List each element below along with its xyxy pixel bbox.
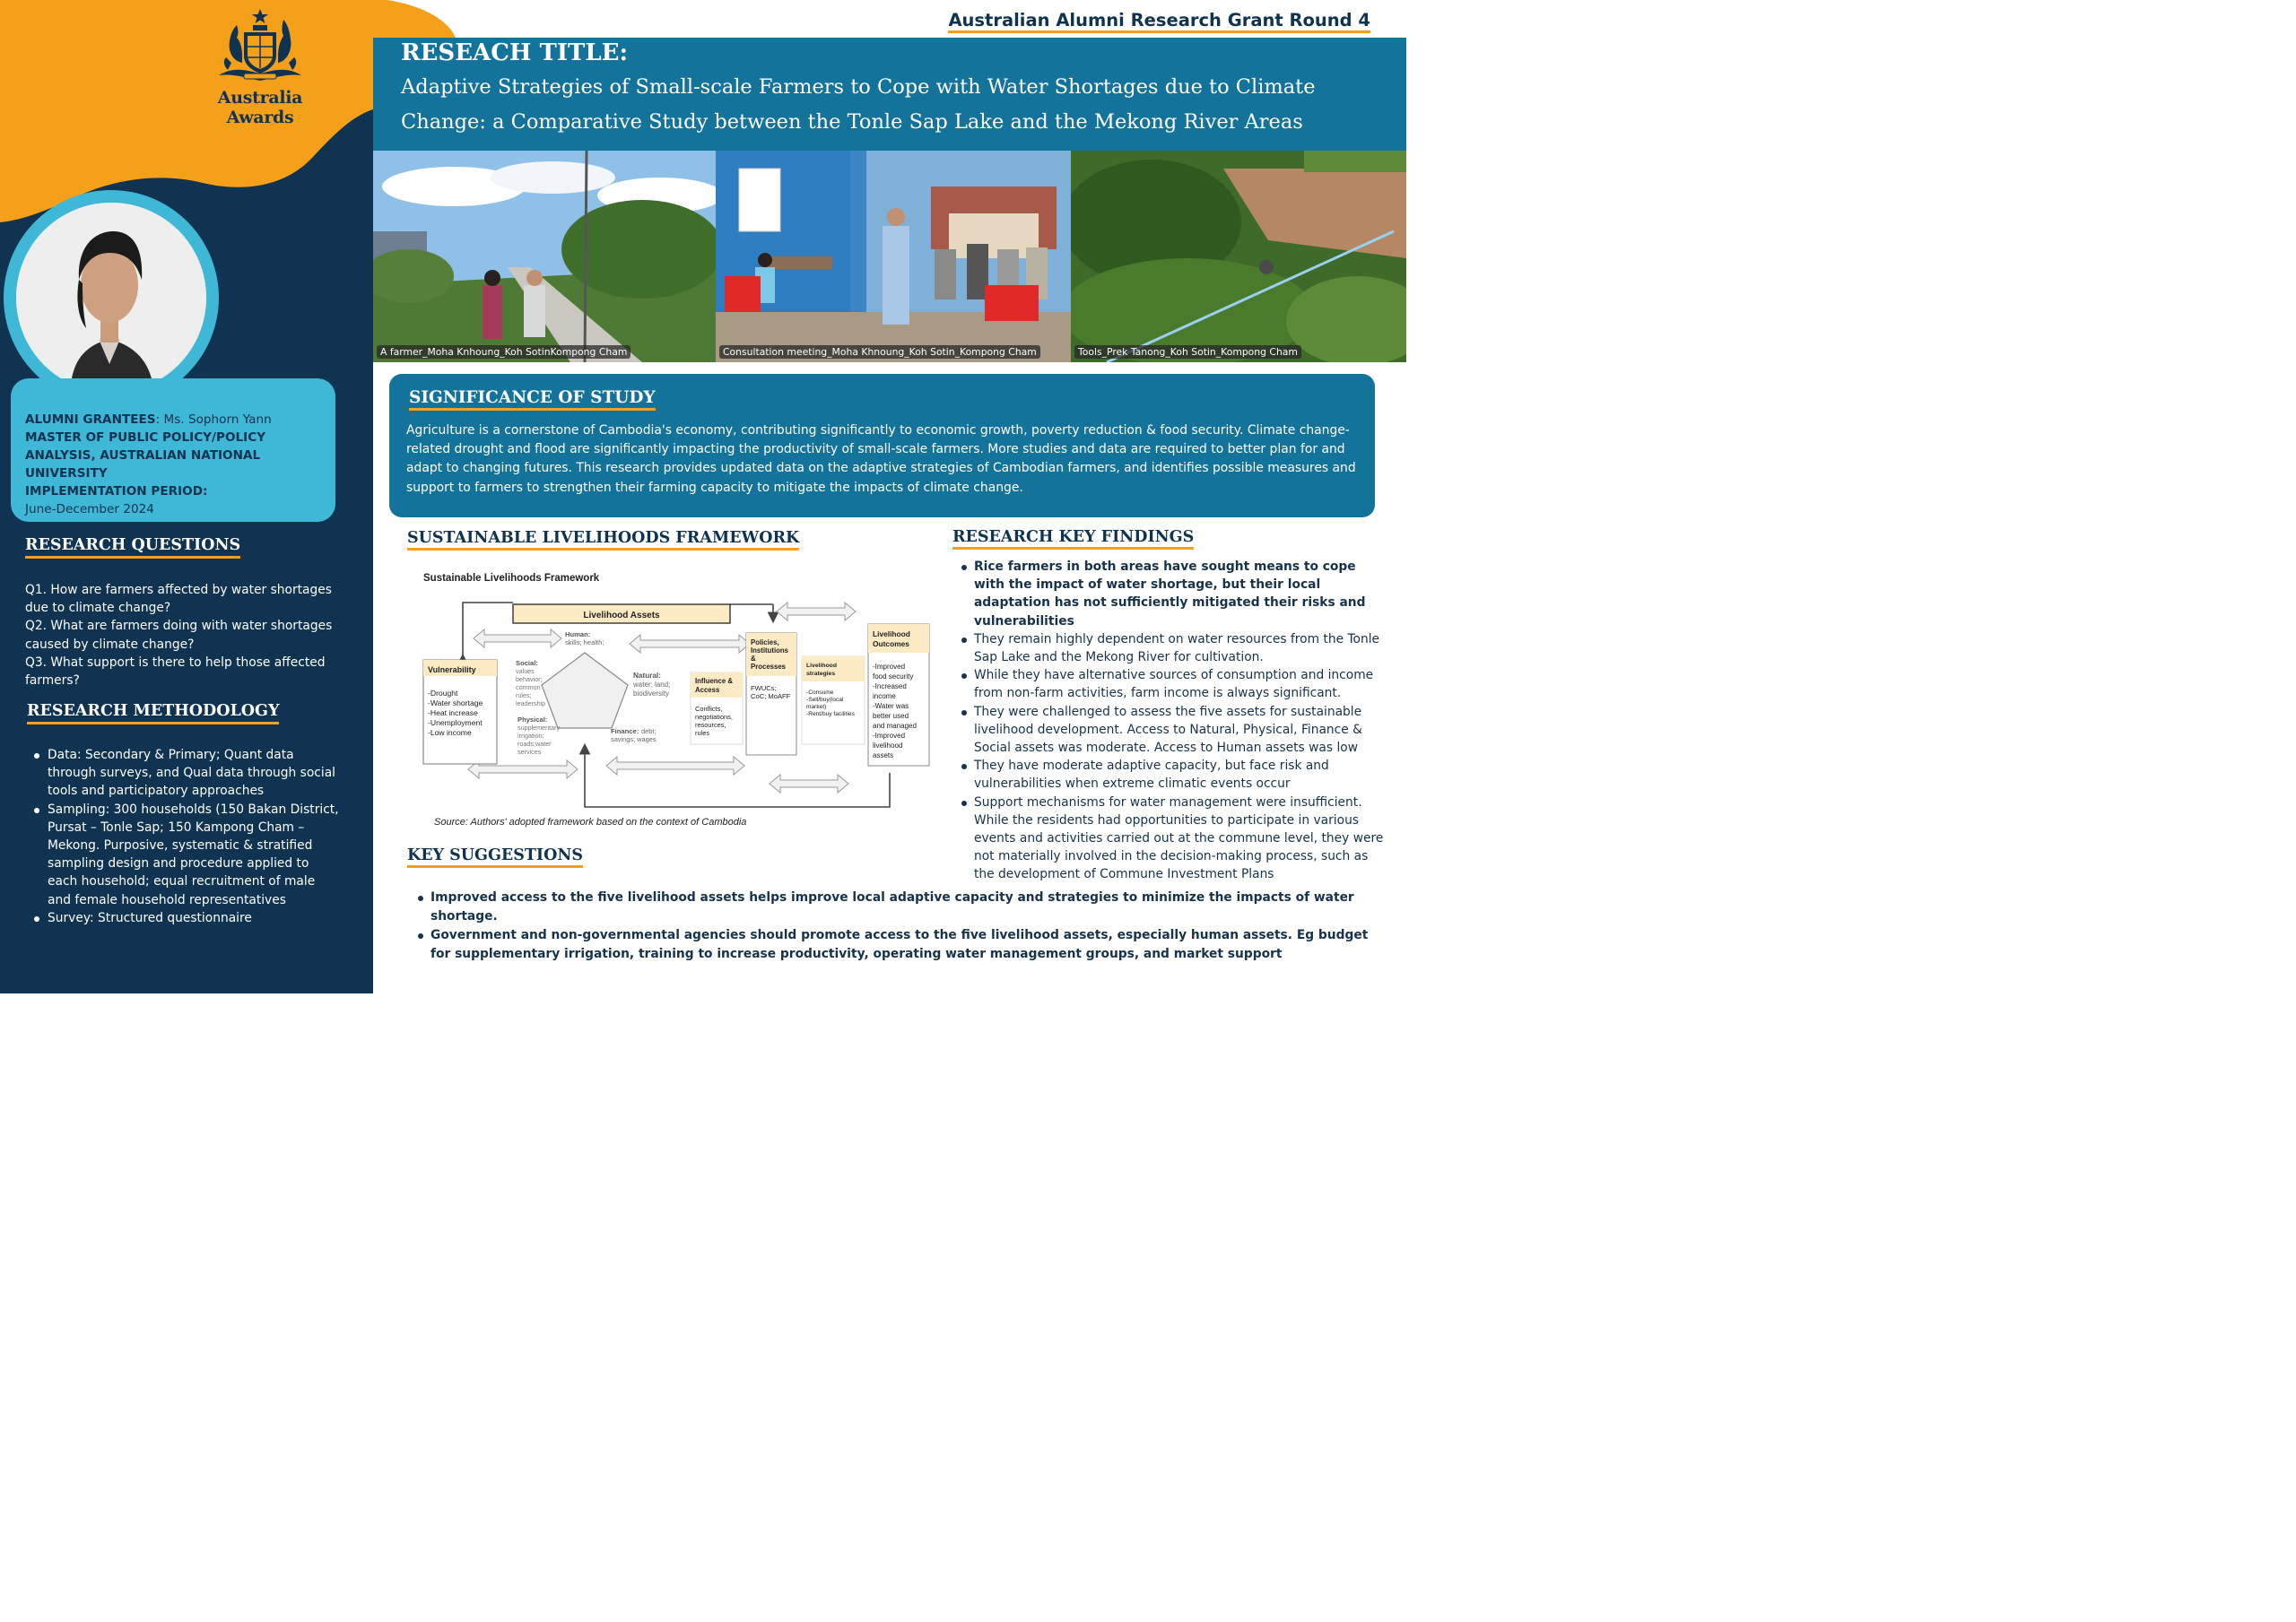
- finding-item: Support mechanisms for water management were insufficient. While the residents had opportunities to participate in various events and activities carried out at the commune level, they were not materially involved in the decision-making process, such as the development of Commune Investment Plans: [960, 794, 1387, 884]
- asset-social-label: Social:: [516, 659, 538, 667]
- asset-physical-line: irrigation;: [517, 732, 544, 740]
- policies-title: Institutions: [751, 646, 789, 655]
- asset-social-line: leadership: [516, 699, 546, 707]
- influence-item: negotiations,: [695, 713, 733, 721]
- policies-title: Policies,: [751, 638, 779, 646]
- asset-social-line: behavior;: [516, 675, 543, 683]
- methodology-list: [32, 746, 341, 927]
- asset-finance-line: savings; wages: [611, 735, 657, 743]
- diagram-source: Source: Authors' adopted framework based on the context of Cambodia: [434, 817, 747, 828]
- outcomes-item: income: [873, 692, 896, 700]
- strategies-title: strategies: [806, 671, 836, 677]
- influence-title: Influence &: [695, 677, 734, 685]
- methodology-item: Data: Secondary & Primary; Quant data through surveys, and Qual data through social tools and participatory approaches: [32, 746, 341, 801]
- research-questions-list: [25, 581, 348, 690]
- methodology-item: Sampling: 300 households (150 Bakan District, Pursat – Tonle Sap; 150 Kampong Cham – Mekong. Purposive, systematic & stratified sampling design and procedure applied to each household; equal recruitment of male and female household representatives: [32, 801, 341, 909]
- photo-farmer: [373, 151, 716, 362]
- asset-human-label: Human:: [565, 630, 591, 638]
- strategies-item: -Consume: [806, 690, 834, 696]
- findings-heading: RESEARCH KEY FINDINGS: [952, 528, 1194, 550]
- asset-physical-label: Physical:: [517, 716, 548, 724]
- strategies-item: -Rent/buy facilities: [806, 711, 855, 717]
- framework-heading: SUSTAINABLE LIVELIHOODS FRAMEWORK: [407, 529, 799, 551]
- research-title-label: RESEACH TITLE:: [401, 39, 629, 66]
- outcomes-item: livelihood: [873, 742, 903, 750]
- policies-item: FWUCs;: [751, 684, 777, 692]
- implementation-period: June-December 2024: [25, 502, 154, 516]
- grantee-card: [11, 378, 335, 522]
- outcomes-title: Outcomes: [873, 639, 909, 648]
- findings-list: [960, 558, 1387, 884]
- asset-natural-line: biodiversity: [633, 690, 670, 698]
- asset-human-text: skills; health;: [565, 638, 604, 646]
- suggestions-list: [416, 889, 1385, 964]
- outcomes-item: assets: [873, 751, 894, 759]
- research-methodology-heading: RESEARCH METHODOLOGY: [27, 702, 279, 724]
- outcomes-title: Livelihood: [873, 629, 910, 638]
- finding-item: Rice farmers in both areas have sought means to cope with the impact of water shortage, but their local adaptation has not sufficiently mitigated their risks and vulnerabilities: [960, 558, 1387, 630]
- outcomes-item: and managed: [873, 722, 917, 730]
- logo-text: Australia Awards: [217, 88, 303, 127]
- outcomes-item: better used: [873, 712, 909, 720]
- outcomes-item: -Water was: [873, 702, 909, 710]
- asset-physical-line: supplementary: [517, 724, 561, 732]
- grantee-label: ALUMNI GRANTEES: [25, 412, 156, 427]
- asset-social-line: common: [516, 683, 541, 691]
- vulnerability-item: -Heat increase: [428, 708, 478, 717]
- outcomes-item: -Improved: [873, 732, 906, 740]
- outcomes-item: -Improved: [873, 663, 906, 671]
- asset-physical-line: services: [517, 748, 542, 756]
- asset-natural-line: water; land;: [633, 681, 671, 689]
- vulnerability-item: -Water shortage: [428, 698, 483, 707]
- asset-social-line: rules;: [516, 691, 532, 699]
- vulnerability-item: -Unemployment: [428, 718, 483, 727]
- coat-of-arms-icon: [206, 7, 314, 84]
- asset-finance-line: debt;: [641, 727, 657, 735]
- asset-finance-label: Finance:: [611, 727, 639, 735]
- photo-consultation: [716, 151, 1071, 362]
- grantee-photo-ring: [4, 190, 219, 405]
- grantee-portrait: [16, 203, 206, 393]
- vulnerability-title: Vulnerability: [428, 665, 476, 674]
- policies-title: Processes: [751, 663, 787, 671]
- influence-item: Conflicts,: [695, 705, 723, 713]
- influence-item: rules: [695, 729, 710, 737]
- grantee-name: : Ms. Sophorn Yann: [155, 412, 272, 427]
- suggestions-heading: KEY SUGGESTIONS: [407, 846, 583, 868]
- influence-item: resources,: [695, 721, 726, 729]
- photo-caption: Consultation meeting_Moha Khnoung_Koh Sotin_Kompong Cham: [719, 345, 1040, 359]
- question-item: Q3. What support is there to help those affected farmers?: [25, 655, 326, 689]
- suggestion-item: Improved access to the five livelihood assets helps improve local adaptive capacity and strategies to minimize the impacts of water shortage.: [416, 889, 1385, 926]
- strategies-item: market): [806, 704, 827, 710]
- outcomes-item: food security: [873, 672, 914, 681]
- implementation-label: IMPLEMENTATION PERIOD:: [25, 484, 208, 499]
- research-title: Adaptive Strategies of Small-scale Farmers to Cope with Water Shortages due to Climate Change: a Comparative Study between the Tonle Sap Lake and the Mekong River Areas: [401, 75, 1316, 134]
- grantee-name-line: [25, 411, 321, 429]
- vulnerability-item: -Drought: [428, 689, 458, 698]
- australia-awards-logo: [183, 7, 337, 127]
- grantee-degree: MASTER OF PUBLIC POLICY/POLICY ANALYSIS, AUSTRALIAN NATIONAL UNIVERSITY: [25, 430, 266, 481]
- research-questions-heading: RESEARCH QUESTIONS: [25, 536, 240, 559]
- asset-physical-line: roads;water: [517, 740, 552, 748]
- question-item: Q2. What are farmers doing with water shortages caused by climate change?: [25, 619, 333, 652]
- livelihoods-framework-diagram: [414, 567, 944, 836]
- asset-social-line: values: [516, 667, 535, 675]
- asset-natural-label: Natural:: [633, 672, 661, 680]
- photo-caption: Tools_Prek Tanong_Koh Sotin_Kompong Cham: [1074, 345, 1301, 359]
- policies-title: &: [751, 655, 756, 663]
- policies-item: CoC; MoAFF: [751, 692, 791, 700]
- grant-round-title: Australian Alumni Research Grant Round 4: [948, 10, 1370, 33]
- influence-title: Access: [695, 686, 720, 694]
- assets-box-label: Livelihood Assets: [583, 611, 660, 620]
- methodology-item: Survey: Structured questionnaire: [32, 909, 341, 927]
- question-item: Q1. How are farmers affected by water shortages due to climate change?: [25, 583, 332, 616]
- strategies-item: -Sell/buy(local: [806, 697, 844, 703]
- strategies-title: Livelihood: [806, 663, 837, 669]
- vulnerability-item: -Low income: [428, 728, 472, 737]
- photo-caption: A farmer_Moha Knhoung_Koh SotinKompong Cham: [377, 345, 631, 359]
- finding-item: They remain highly dependent on water resources from the Tonle Sap Lake and the Mekong River for cultivation.: [960, 630, 1387, 666]
- finding-item: While they have alternative sources of consumption and income from non-farm activities, farm income is always significant.: [960, 666, 1387, 702]
- diagram-title: Sustainable Livelihoods Framework: [423, 573, 600, 584]
- significance-text: Agriculture is a cornerstone of Cambodia's economy, contributing significantly to economic growth, poverty reduction & food security. Climate change-related drought and flood are significantly impacting the productivity of small-scale farmers. More studies and data are required to better plan for and adapt to changing futures. This research provides updated data on the adaptive strategies of Cambodian farmers, and identifies possible measures and support to farmers to strengthen their farming capacity to mitigate the impacts of climate change.: [406, 423, 1356, 495]
- significance-heading: SIGNIFICANCE OF STUDY: [409, 388, 656, 411]
- finding-item: They have moderate adaptive capacity, but face risk and vulnerabilities when extreme climatic events occur: [960, 757, 1387, 793]
- finding-item: They were challenged to assess the five assets for sustainable livelihood development. Access to Natural, Physical, Finance & Social assets was moderate. Access to Human assets was low: [960, 703, 1387, 758]
- suggestion-item: Government and non-governmental agencies should promote access to the five livelihood assets, especially human assets. Eg budget for supplementary irrigation, training to increase productivity, operating water management groups, and market support: [416, 926, 1385, 964]
- photo-tools: [1071, 151, 1406, 362]
- outcomes-item: -Increased: [873, 682, 907, 690]
